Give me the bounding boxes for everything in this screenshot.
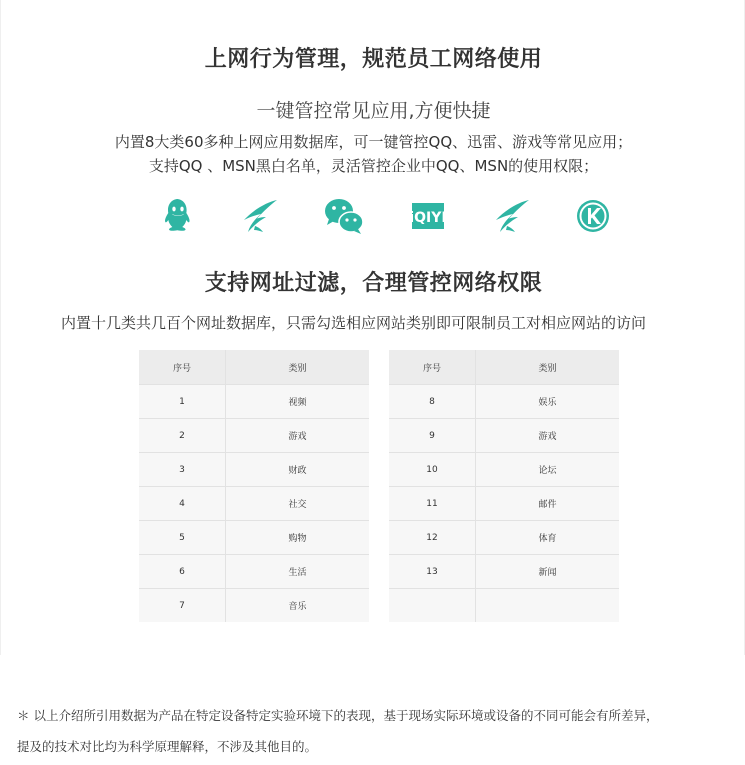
thunder-icon <box>239 196 279 236</box>
section2-desc: 内置十几类共几百个网址数据库，只需勾选相应网站类别即可限制员工对相应网站的访问 <box>61 314 647 332</box>
url-category-table-right <box>389 350 619 622</box>
table-row <box>139 419 369 453</box>
header-category: 类别 <box>226 350 370 385</box>
row-index: 3 <box>139 453 226 487</box>
section1-title: 上网行为管理，规范员工网络使用 <box>204 47 543 72</box>
table-row <box>389 419 619 453</box>
row-index: 11 <box>389 487 476 521</box>
row-index: 9 <box>389 419 476 453</box>
table-row <box>389 385 619 419</box>
header-index: 序号 <box>389 350 476 385</box>
url-category-table-left <box>139 350 369 622</box>
table-row <box>139 385 369 419</box>
app-icon-row <box>161 194 611 238</box>
table-row <box>139 521 369 555</box>
wechat-icon <box>323 197 365 235</box>
row-category <box>476 589 620 623</box>
row-category: 论坛 <box>476 453 620 487</box>
table-row <box>389 453 619 487</box>
row-index <box>389 589 476 623</box>
table-row <box>389 487 619 521</box>
section1-line1: 内置8大类60多种上网应用数据库，可一键管控QQ、迅雷、游戏等常见应用； <box>114 133 633 151</box>
row-category: 新闻 <box>476 555 620 589</box>
iqiyi-icon <box>409 200 447 232</box>
row-index: 12 <box>389 521 476 555</box>
row-category: 体育 <box>476 521 620 555</box>
row-index: 4 <box>139 487 226 521</box>
row-index: 5 <box>139 521 226 555</box>
table-row <box>139 453 369 487</box>
row-index: 7 <box>139 589 226 623</box>
qq-icon <box>161 197 195 235</box>
table-row <box>389 521 619 555</box>
row-index: 6 <box>139 555 226 589</box>
disclaimer-line2: 提及的技术对比均为科学原理解释，不涉及其他目的。 <box>17 739 318 754</box>
row-category: 生活 <box>226 555 370 589</box>
row-index: 10 <box>389 453 476 487</box>
row-index: 1 <box>139 385 226 419</box>
disclaimer <box>17 700 732 762</box>
row-category: 购物 <box>226 521 370 555</box>
row-category: 娱乐 <box>476 385 620 419</box>
table-row <box>139 589 369 623</box>
thunder-icon <box>491 196 531 236</box>
row-category: 音乐 <box>226 589 370 623</box>
table-header-row <box>389 350 619 385</box>
row-category: 游戏 <box>226 419 370 453</box>
row-index: 2 <box>139 419 226 453</box>
section1-line2: 支持QQ 、MSN黑白名单，灵活管控企业中QQ、MSN的使用权限； <box>148 157 599 175</box>
svg-text:iQIYI: iQIYI <box>409 210 447 226</box>
disclaimer-line1: ＊ 以上介绍所引用数据为产品在特定设备特定实验环境下的表现，基于现场实际环境或设备的不同可能会有所差异， <box>17 708 659 723</box>
row-category: 游戏 <box>476 419 620 453</box>
table-row <box>389 555 619 589</box>
table-row <box>389 589 619 623</box>
header-category: 类别 <box>476 350 620 385</box>
header-index: 序号 <box>139 350 226 385</box>
row-category: 财政 <box>226 453 370 487</box>
kugou-icon <box>575 198 611 234</box>
section2-title: 支持网址过滤，合理管控网络权限 <box>204 271 543 296</box>
row-category: 视频 <box>226 385 370 419</box>
table-header-row <box>139 350 369 385</box>
row-category: 社交 <box>226 487 370 521</box>
table-row <box>139 487 369 521</box>
row-index: 8 <box>389 385 476 419</box>
section1-subtitle: 一键管控常见应用,方便快捷 <box>256 100 491 122</box>
table-row <box>139 555 369 589</box>
row-index: 13 <box>389 555 476 589</box>
row-category: 邮件 <box>476 487 620 521</box>
